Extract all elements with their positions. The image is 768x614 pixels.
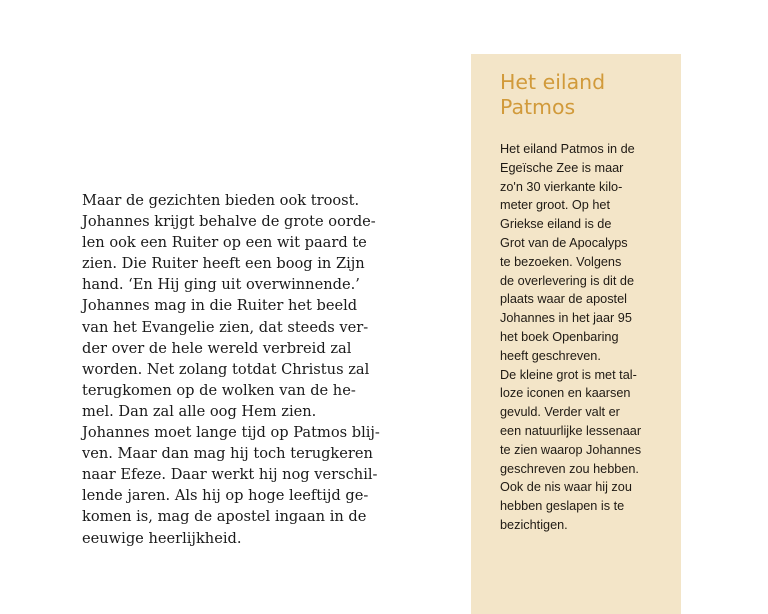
sidebar-text-line: meter groot. Op het bbox=[500, 198, 611, 213]
text-line: van het Evangelie zien, dat steeds ver- bbox=[82, 318, 369, 336]
sidebar-title bbox=[500, 70, 605, 120]
sidebar-text-line: Johannes in het jaar 95 bbox=[500, 311, 632, 326]
text-line: lende jaren. Als hij op hoge leeftijd ge- bbox=[82, 487, 369, 505]
text-line: komen is, mag de apostel ingaan in de bbox=[82, 508, 367, 526]
sidebar-title-line: Patmos bbox=[500, 95, 576, 119]
text-line: eeuwige heerlijkheid. bbox=[82, 529, 242, 547]
sidebar-text-line: Het eiland Patmos in de bbox=[500, 142, 635, 156]
text-line: zien. Die Ruiter heeft een boog in Zijn bbox=[82, 255, 365, 273]
sidebar-text-line: geschreven zou hebben. bbox=[500, 461, 639, 476]
text-line: Maar de gezichten bieden ook troost. bbox=[82, 192, 360, 209]
text-line: ven. Maar dan mag hij toch terugkeren bbox=[82, 445, 373, 463]
sidebar-text-line: Griekse eiland is de bbox=[500, 217, 612, 232]
text-line: len ook een Ruiter op een wit paard te bbox=[82, 234, 367, 252]
text-line: terugkomen op de wolken van de he- bbox=[82, 381, 356, 399]
text-line: mel. Dan zal alle oog Hem zien. bbox=[82, 402, 317, 420]
sidebar-text-line: het boek Openbaring bbox=[500, 329, 619, 344]
sidebar-text-line: bezichtigen. bbox=[500, 517, 568, 532]
sidebar-text-line: Ook de nis waar hij zou bbox=[500, 480, 632, 495]
text-line: Johannes mag in die Ruiter het beeld bbox=[82, 297, 358, 315]
sidebar-text-line: hebben geslapen is te bbox=[500, 499, 625, 514]
sidebar-text-line: loze iconen en kaarsen bbox=[500, 386, 631, 401]
text-line: worden. Net zolang totdat Christus zal bbox=[82, 360, 370, 378]
sidebar-text-line: zo'n 30 vierkante kilo- bbox=[500, 179, 623, 194]
main-body-text bbox=[82, 190, 382, 549]
text-line: Johannes moet lange tijd op Patmos blij- bbox=[82, 424, 380, 442]
sidebar-text-line: De kleine grot is met tal- bbox=[500, 367, 637, 382]
sidebar-box bbox=[471, 54, 681, 614]
sidebar-text-line: gevuld. Verder valt er bbox=[500, 405, 620, 420]
sidebar-text-line: te zien waarop Johannes bbox=[500, 442, 642, 457]
sidebar-title-line: Het eiland bbox=[500, 70, 606, 94]
sidebar-text-line: te bezoeken. Volgens bbox=[500, 254, 622, 269]
sidebar-text-line: Grot van de Apocalyps bbox=[500, 235, 628, 250]
sidebar-text-line: plaats waar de apostel bbox=[500, 292, 627, 307]
sidebar-body-text bbox=[500, 140, 641, 535]
sidebar-text-line: Egeïsche Zee is maar bbox=[500, 160, 624, 175]
sidebar-text-line: heeft geschreven. bbox=[500, 348, 601, 363]
text-line: hand. ‘En Hij ging uit overwinnende.’ bbox=[82, 276, 360, 294]
sidebar-text-line: een natuurlijke lessenaar bbox=[500, 423, 642, 438]
text-line: Johannes krijgt behalve de grote oorde- bbox=[82, 213, 376, 231]
text-line: der over de hele wereld verbreid zal bbox=[82, 339, 352, 357]
text-line: naar Efeze. Daar werkt hij nog verschil- bbox=[82, 466, 378, 484]
sidebar-text-line: de overlevering is dit de bbox=[500, 273, 634, 288]
